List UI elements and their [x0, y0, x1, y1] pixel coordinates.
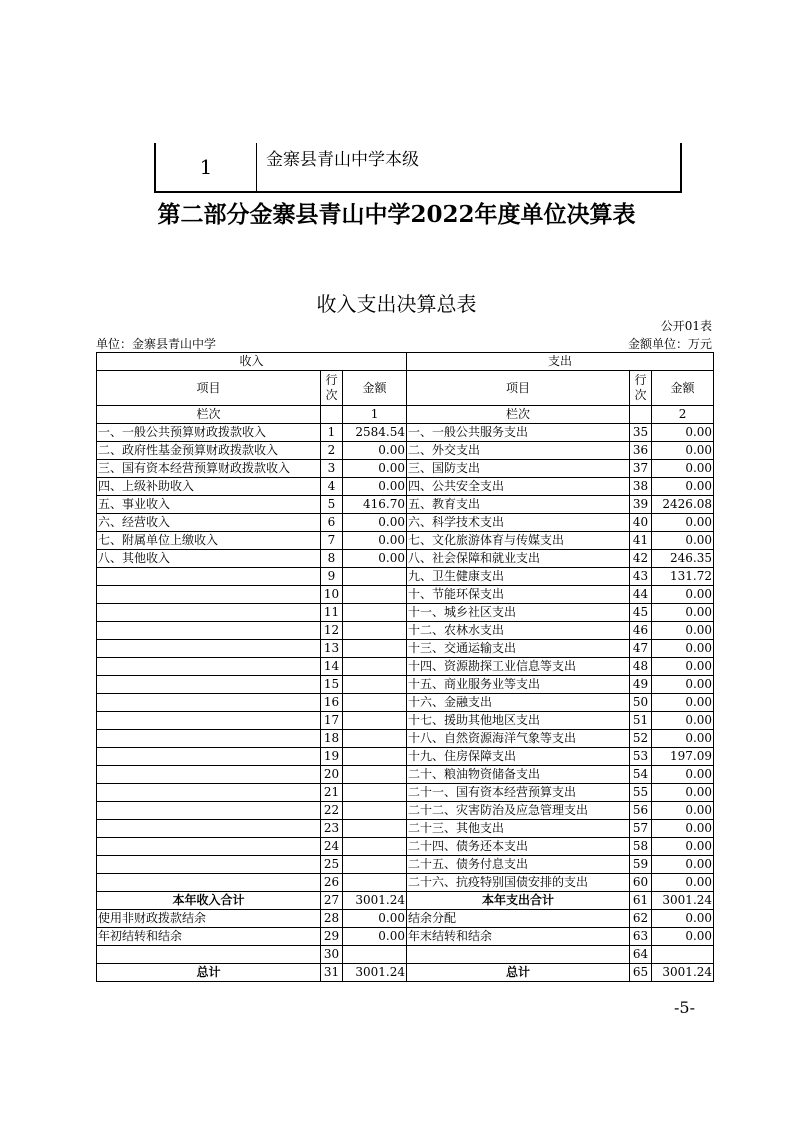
income-row-no-cell: 31: [321, 964, 343, 982]
expense-item-cell: 十二、农林水支出: [407, 622, 630, 640]
expense-row-no-cell: 61: [630, 892, 652, 910]
table-row: [97, 550, 714, 568]
expense-item-cell: 十三、交通运输支出: [407, 640, 630, 658]
income-item-cell: 七、附属单位上缴收入: [97, 532, 321, 550]
income-row-no-cell: 27: [321, 892, 343, 910]
income-item-cell: 六、经营收入: [97, 514, 321, 532]
income-row-no-cell: 26: [321, 874, 343, 892]
income-item-cell: 四、上级补助收入: [97, 478, 321, 496]
income-row-no-cell: 3: [321, 460, 343, 478]
expense-amount-cell: 0.00: [652, 424, 714, 442]
expense-amount-cell: 0.00: [652, 874, 714, 892]
income-amount-cell: [343, 712, 407, 730]
expense-item-cell: 二十三、其他支出: [407, 820, 630, 838]
income-item-cell: [97, 856, 321, 874]
table-row: [97, 730, 714, 748]
unit-box-name: 金寨县青山中学本级: [266, 150, 419, 170]
expense-item-cell: 八、社会保障和就业支出: [407, 550, 630, 568]
expense-item-cell: 年末结转和结余: [407, 928, 630, 946]
income-item-cell: [97, 676, 321, 694]
unit-label: 单位：金寨县青山中学: [96, 337, 217, 351]
expense-column-label-empty: [630, 406, 652, 424]
income-amount-cell: 0.00: [343, 928, 407, 946]
table-row: [97, 856, 714, 874]
unit-box: [154, 143, 682, 193]
income-row-no-cell: 24: [321, 838, 343, 856]
income-row-no-cell: 5: [321, 496, 343, 514]
expense-row-no-cell: 47: [630, 640, 652, 658]
expense-item-cell: 二十一、国有资本经营预算支出: [407, 784, 630, 802]
table-row: [97, 460, 714, 478]
income-amount-cell: 3001.24: [343, 964, 407, 982]
income-amount-cell: 0.00: [343, 442, 407, 460]
expense-row-no-cell: 62: [630, 910, 652, 928]
income-amount-cell: [343, 604, 407, 622]
expense-amount-cell: 0.00: [652, 856, 714, 874]
expense-amount-cell: 0.00: [652, 802, 714, 820]
income-amount-cell: 416.70: [343, 496, 407, 514]
income-item-cell: [97, 820, 321, 838]
income-item-cell: [97, 766, 321, 784]
table-row: [97, 964, 714, 982]
income-item-cell: 本年收入合计: [97, 892, 321, 910]
expense-row-no-cell: 51: [630, 712, 652, 730]
income-amount-cell: 0.00: [343, 910, 407, 928]
expense-amount-cell: 197.09: [652, 748, 714, 766]
income-item-cell: [97, 658, 321, 676]
expense-row-no-cell: 58: [630, 838, 652, 856]
income-item-cell: [97, 712, 321, 730]
expense-row-no-cell: 52: [630, 730, 652, 748]
expense-item-cell: 六、科学技术支出: [407, 514, 630, 532]
expense-amount-cell: 2426.08: [652, 496, 714, 514]
expense-amount-cell: 0.00: [652, 478, 714, 496]
expense-amount-cell: 0.00: [652, 712, 714, 730]
income-row-no-cell: 4: [321, 478, 343, 496]
income-row-no-cell: 30: [321, 946, 343, 964]
table-row: [97, 946, 714, 964]
expense-amount-cell: 3001.24: [652, 892, 714, 910]
table-row: [97, 532, 714, 550]
income-amount-header: 金额: [343, 371, 407, 406]
expense-item-cell: 总计: [407, 964, 630, 982]
income-column-label-empty: [321, 406, 343, 424]
expense-row-no-cell: 35: [630, 424, 652, 442]
income-item-cell: [97, 946, 321, 964]
expense-amount-cell: 0.00: [652, 604, 714, 622]
expense-item-cell: 二十、粮油物资储备支出: [407, 766, 630, 784]
income-item-cell: 五、事业收入: [97, 496, 321, 514]
expense-item-header: 项目: [407, 371, 630, 406]
expense-row-no-cell: 56: [630, 802, 652, 820]
expense-row-no-cell: 54: [630, 766, 652, 784]
table-row: [97, 694, 714, 712]
expense-row-no-cell: 42: [630, 550, 652, 568]
expense-amount-cell: 0.00: [652, 514, 714, 532]
income-amount-cell: 0.00: [343, 460, 407, 478]
expense-amount-cell: 3001.24: [652, 964, 714, 982]
expense-amount-cell: 0.00: [652, 460, 714, 478]
table-row: [97, 622, 714, 640]
expense-amount-cell: 0.00: [652, 730, 714, 748]
income-item-cell: [97, 604, 321, 622]
income-item-cell: 一、一般公共预算财政拨款收入: [97, 424, 321, 442]
income-amount-cell: [343, 802, 407, 820]
income-item-cell: 八、其他收入: [97, 550, 321, 568]
income-amount-cell: [343, 856, 407, 874]
expense-item-cell: 十七、援助其他地区支出: [407, 712, 630, 730]
income-row-no-cell: 23: [321, 820, 343, 838]
income-row-no-cell: 8: [321, 550, 343, 568]
income-column-number: 1: [343, 406, 407, 424]
table-row: [97, 712, 714, 730]
income-amount-cell: [343, 586, 407, 604]
expense-item-cell: 七、文化旅游体育与传媒支出: [407, 532, 630, 550]
income-row-no-cell: 12: [321, 622, 343, 640]
expense-amount-cell: [652, 946, 714, 964]
table-row: [97, 784, 714, 802]
income-amount-cell: [343, 784, 407, 802]
expense-row-no-cell: 36: [630, 442, 652, 460]
income-row-no-cell: 29: [321, 928, 343, 946]
table-row: [97, 514, 714, 532]
section-header-row: [97, 353, 714, 371]
income-item-cell: 三、国有资本经营预算财政拨款收入: [97, 460, 321, 478]
unit-box-number: 1: [156, 143, 257, 191]
income-row-no-cell: 11: [321, 604, 343, 622]
table-row: [97, 442, 714, 460]
income-row-no-cell: 10: [321, 586, 343, 604]
expense-row-no-cell: 63: [630, 928, 652, 946]
table-row: [97, 928, 714, 946]
income-amount-cell: [343, 676, 407, 694]
income-item-cell: 使用非财政拨款结余: [97, 910, 321, 928]
income-amount-cell: [343, 874, 407, 892]
expense-amount-cell: 0.00: [652, 586, 714, 604]
expense-item-cell: 二十二、灾害防治及应急管理支出: [407, 802, 630, 820]
expense-amount-cell: 0.00: [652, 820, 714, 838]
table-row: [97, 874, 714, 892]
table-row: [97, 640, 714, 658]
income-row-no-cell: 14: [321, 658, 343, 676]
expense-amount-cell: 0.00: [652, 910, 714, 928]
income-row-no-cell: 18: [321, 730, 343, 748]
income-row-no-cell: 21: [321, 784, 343, 802]
income-row-no-cell: 1: [321, 424, 343, 442]
table-row: [97, 658, 714, 676]
income-amount-cell: [343, 820, 407, 838]
income-row-no-cell: 13: [321, 640, 343, 658]
income-amount-cell: 0.00: [343, 532, 407, 550]
expense-item-cell: 九、卫生健康支出: [407, 568, 630, 586]
income-item-header: 项目: [97, 371, 321, 406]
expense-row-no-cell: 55: [630, 784, 652, 802]
expense-item-cell: 十五、商业服务业等支出: [407, 676, 630, 694]
income-row-no-cell: 25: [321, 856, 343, 874]
income-item-cell: [97, 802, 321, 820]
table-row: [97, 604, 714, 622]
table-row: [97, 676, 714, 694]
expense-row-no-cell: 59: [630, 856, 652, 874]
income-item-cell: [97, 874, 321, 892]
money-unit-label: 金额单位：万元: [627, 337, 712, 351]
income-row-no-cell: 2: [321, 442, 343, 460]
income-row-no-cell: 19: [321, 748, 343, 766]
expense-row-no-cell: 65: [630, 964, 652, 982]
income-expense-table: [96, 352, 714, 982]
expense-item-cell: 二十四、债务还本支出: [407, 838, 630, 856]
income-item-cell: [97, 586, 321, 604]
expense-row-no-cell: 53: [630, 748, 652, 766]
income-amount-cell: 0.00: [343, 514, 407, 532]
table-row: [97, 748, 714, 766]
expense-amount-cell: 0.00: [652, 442, 714, 460]
expense-item-cell: 本年支出合计: [407, 892, 630, 910]
expense-row-no-cell: 46: [630, 622, 652, 640]
income-row-no-cell: 17: [321, 712, 343, 730]
income-item-cell: [97, 748, 321, 766]
expense-row-no-cell: 49: [630, 676, 652, 694]
income-column-label: 栏次: [97, 406, 321, 424]
expense-row-no-cell: 57: [630, 820, 652, 838]
table-row: [97, 802, 714, 820]
part-title: 第二部分金寨县青山中学2022年度单位决算表: [157, 201, 636, 228]
expense-amount-cell: 0.00: [652, 676, 714, 694]
income-amount-cell: [343, 838, 407, 856]
expense-row-no-cell: 60: [630, 874, 652, 892]
expense-column-number: 2: [652, 406, 714, 424]
income-item-cell: 总计: [97, 964, 321, 982]
expense-item-cell: 一、一般公共服务支出: [407, 424, 630, 442]
expense-item-cell: 十、节能环保支出: [407, 586, 630, 604]
income-item-cell: [97, 694, 321, 712]
expense-row-no-cell: 48: [630, 658, 652, 676]
expense-amount-cell: 0.00: [652, 928, 714, 946]
expense-item-cell: 十四、资源勘探工业信息等支出: [407, 658, 630, 676]
table-row: [97, 586, 714, 604]
expense-amount-cell: 0.00: [652, 622, 714, 640]
column-header-row: [97, 371, 714, 406]
income-amount-cell: [343, 946, 407, 964]
expense-item-cell: [407, 946, 630, 964]
column-label-row: [97, 406, 714, 424]
income-item-cell: 年初结转和结余: [97, 928, 321, 946]
expense-row-no-header: 行次: [630, 371, 652, 406]
income-item-cell: [97, 838, 321, 856]
income-row-no-cell: 7: [321, 532, 343, 550]
expense-column-label: 栏次: [407, 406, 630, 424]
expense-row-no-cell: 39: [630, 496, 652, 514]
income-row-no-cell: 6: [321, 514, 343, 532]
income-amount-cell: [343, 730, 407, 748]
income-row-no-cell: 22: [321, 802, 343, 820]
income-row-no-cell: 20: [321, 766, 343, 784]
income-row-no-cell: 28: [321, 910, 343, 928]
expense-amount-cell: 0.00: [652, 532, 714, 550]
expense-amount-cell: 0.00: [652, 838, 714, 856]
income-amount-cell: 3001.24: [343, 892, 407, 910]
expense-item-cell: 十一、城乡社区支出: [407, 604, 630, 622]
expense-item-cell: 三、国防支出: [407, 460, 630, 478]
page-number: -5-: [674, 998, 695, 1017]
table-row: [97, 496, 714, 514]
expense-item-cell: 四、公共安全支出: [407, 478, 630, 496]
income-amount-cell: [343, 766, 407, 784]
expense-amount-cell: 0.00: [652, 784, 714, 802]
income-amount-cell: 0.00: [343, 478, 407, 496]
expense-row-no-cell: 50: [630, 694, 652, 712]
expense-amount-cell: 246.35: [652, 550, 714, 568]
income-item-cell: 二、政府性基金预算财政拨款收入: [97, 442, 321, 460]
table-row: [97, 910, 714, 928]
income-amount-cell: [343, 640, 407, 658]
expense-item-cell: 结余分配: [407, 910, 630, 928]
table-title: 收入支出决算总表: [316, 292, 477, 316]
expense-amount-header: 金额: [652, 371, 714, 406]
expense-row-no-cell: 44: [630, 586, 652, 604]
income-amount-cell: [343, 694, 407, 712]
expense-amount-cell: 0.00: [652, 766, 714, 784]
table-row: [97, 568, 714, 586]
expense-amount-cell: 0.00: [652, 640, 714, 658]
expense-row-no-cell: 45: [630, 604, 652, 622]
expense-item-cell: 十六、金融支出: [407, 694, 630, 712]
table-row: [97, 892, 714, 910]
expense-row-no-cell: 64: [630, 946, 652, 964]
income-item-cell: [97, 622, 321, 640]
income-amount-cell: [343, 658, 407, 676]
expense-item-cell: 二、外交支出: [407, 442, 630, 460]
income-amount-cell: [343, 748, 407, 766]
expense-row-no-cell: 37: [630, 460, 652, 478]
income-item-cell: [97, 568, 321, 586]
expense-row-no-cell: 41: [630, 532, 652, 550]
income-amount-cell: 2584.54: [343, 424, 407, 442]
expense-row-no-cell: 38: [630, 478, 652, 496]
income-amount-cell: [343, 622, 407, 640]
income-item-cell: [97, 784, 321, 802]
income-row-no-cell: 9: [321, 568, 343, 586]
table-row: [97, 838, 714, 856]
table-row: [97, 820, 714, 838]
expense-item-cell: 十九、住房保障支出: [407, 748, 630, 766]
expense-item-cell: 二十六、抗疫特别国债安排的支出: [407, 874, 630, 892]
expense-amount-cell: 0.00: [652, 694, 714, 712]
form-number: 公开01表: [660, 319, 712, 333]
table-row: [97, 424, 714, 442]
income-row-no-cell: 16: [321, 694, 343, 712]
income-section-header: 收入: [97, 353, 407, 371]
expense-amount-cell: 131.72: [652, 568, 714, 586]
income-item-cell: [97, 640, 321, 658]
income-row-no-cell: 15: [321, 676, 343, 694]
expense-row-no-cell: 43: [630, 568, 652, 586]
table-row: [97, 766, 714, 784]
income-amount-cell: [343, 568, 407, 586]
expense-item-cell: 二十五、债务付息支出: [407, 856, 630, 874]
expense-item-cell: 五、教育支出: [407, 496, 630, 514]
expense-amount-cell: 0.00: [652, 658, 714, 676]
table-row: [97, 478, 714, 496]
expense-section-header: 支出: [407, 353, 714, 371]
income-amount-cell: 0.00: [343, 550, 407, 568]
income-row-no-header: 行次: [321, 371, 343, 406]
expense-item-cell: 十八、自然资源海洋气象等支出: [407, 730, 630, 748]
income-item-cell: [97, 730, 321, 748]
expense-row-no-cell: 40: [630, 514, 652, 532]
